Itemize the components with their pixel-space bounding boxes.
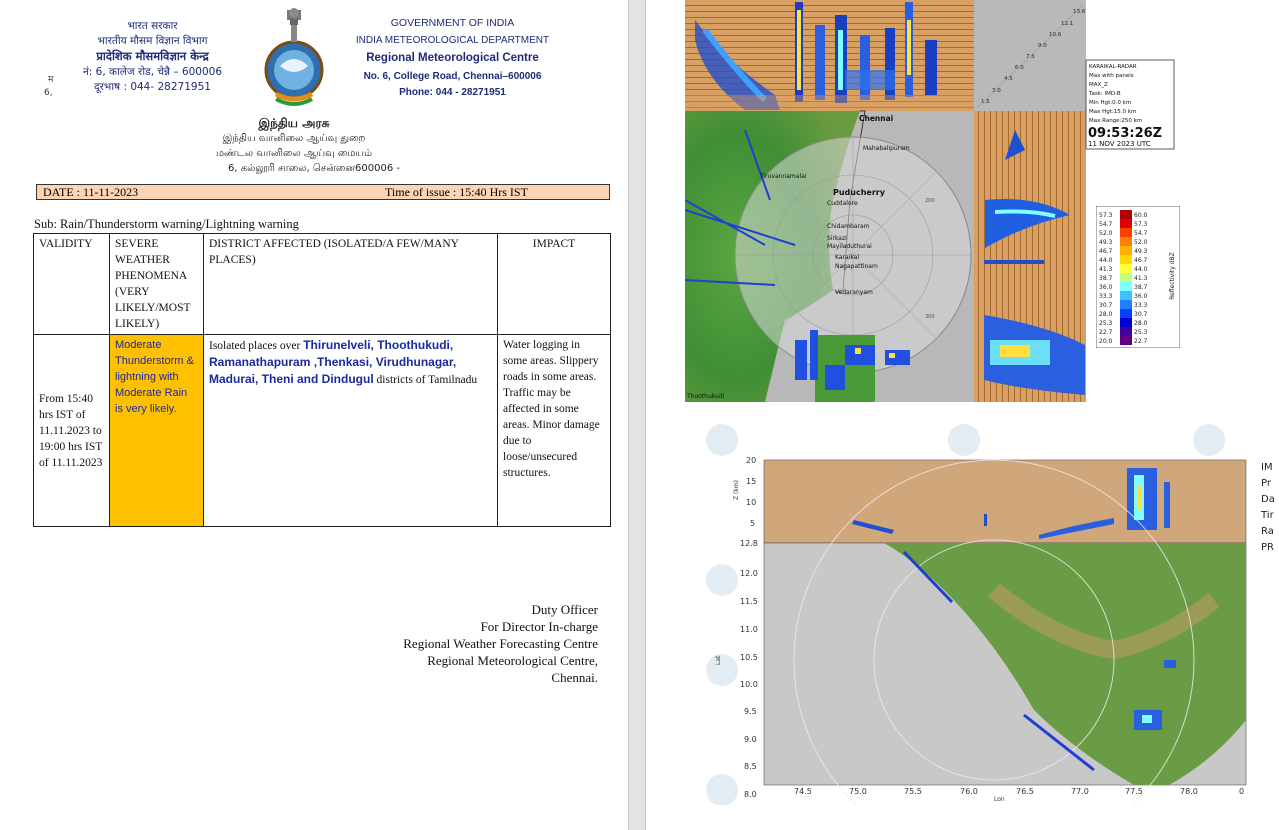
svg-text:Sirkazi: Sirkazi [827,235,847,242]
svg-text:Puducherry: Puducherry [833,188,885,197]
svg-text:PR: PR [1261,542,1274,553]
impact-cell: Water logging in some areas. Slippery roads in some areas. Traffic may be affected in some areas. Minor damage due to loose/unsecured structures. [498,335,611,527]
legend-swatch [1120,255,1132,264]
svg-text:12.1: 12.1 [1061,21,1074,27]
svg-text:IM: IM [1261,462,1273,473]
svg-text:Mahabalipuram: Mahabalipuram [863,145,910,152]
svg-text:Nagapattinam: Nagapattinam [835,263,878,270]
svg-text:Mayiladuthurai: Mayiladuthurai [827,243,872,250]
legend-label-left: 52.0 [1099,230,1113,237]
legend-swatch [1120,327,1132,336]
english-line-5: Phone: 044 - 28271951 [399,87,506,98]
legend-label-right: 38.7 [1134,284,1148,291]
legend-label-right: 60.0 [1134,212,1148,219]
district-names: Thirunelveli, Thoothukudi, Ramanathapuram ,Thenkasi, Virudhunagar, Madurai, Theni and Dindugul [209,338,457,386]
svg-text:MAX_Z: MAX_Z [1089,82,1108,88]
legend-label-right: 25.3 [1134,329,1148,336]
signature-line-1: Duty Officer [531,602,598,617]
subject-line: Sub: Rain/Thunderstorm warning/Lightning warning [34,217,299,231]
legend-label-left: 54.7 [1099,221,1113,228]
reflectivity-legend [1096,206,1180,348]
svg-text:Thoothukudi: Thoothukudi [687,393,725,400]
radar-title: KARAIKAL-RADAR [1089,64,1137,70]
svg-text:Task: IMD-B: Task: IMD-B [1089,91,1121,97]
svg-text:7.5: 7.5 [1026,54,1035,60]
svg-text:200: 200 [925,198,935,204]
table-row [34,335,611,527]
svg-text:Lon: Lon [994,796,1005,803]
legend-swatch [1120,309,1132,318]
header-validity: VALIDITY [34,234,110,335]
legend-label-left: 30.7 [1099,302,1113,309]
header-district: DISTRICT AFFECTED (ISOLATED/A FEW/MANY PLACES) [204,234,498,335]
legend-label-right: 52.0 [1134,239,1148,246]
hindi-line-2: भारतीय मौसम विज्ञान विभाग [97,35,208,47]
legend-swatch [1120,264,1132,273]
svg-text:11.5: 11.5 [740,597,758,606]
issue-date: DATE : 11-11-2023 [43,185,139,199]
legend-swatch [1120,318,1132,327]
hindi-line-1: भारत सरकार [127,20,178,32]
english-line-1: GOVERNMENT OF INDIA [390,17,515,29]
table-header-row [34,234,611,335]
hindi-line-5: दूरभाष : 044- 28271951 [94,81,211,93]
svg-text:Pr: Pr [1261,478,1271,489]
legend-label-left: 49.3 [1099,239,1113,246]
legend-label-right: 44.0 [1134,266,1148,273]
svg-text:74.5: 74.5 [794,787,812,796]
svg-text:6.0: 6.0 [1015,65,1024,71]
svg-text:20: 20 [746,456,757,465]
legend-label-left: 57.3 [1099,212,1113,219]
svg-text:10: 10 [746,498,757,507]
lat-lon-radar-plot [694,420,1279,805]
legend-label-left: 20.0 [1099,338,1113,345]
date-bar [36,184,610,200]
legend-label-right: 28.0 [1134,320,1148,327]
legend-label-left: 36.0 [1099,284,1113,291]
header-impact: IMPACT [498,234,611,335]
district-suffix: districts of Tamilnadu [373,374,478,386]
radar-images-page [646,0,1279,830]
signature-line-2: For Director In-charge [480,619,598,634]
svg-text:Lat: Lat [715,655,722,665]
svg-text:77.5: 77.5 [1125,787,1143,796]
tamil-line-4: 6, கல்லூரி சாலை, சென்னை600006 - [227,163,401,174]
svg-text:13.6: 13.6 [1073,9,1086,15]
svg-text:Da: Da [1261,494,1275,505]
legend-label-right: 49.3 [1134,248,1148,255]
signature-line-4: Regional Meteorological Centre, [427,653,598,668]
svg-text:9.0: 9.0 [1038,43,1047,49]
warning-table [33,233,611,527]
left-edge-fragment-2: 6, [44,88,53,98]
svg-text:75.0: 75.0 [849,787,867,796]
radar-date: 11 NOV 2023 UTC [1088,140,1151,148]
legend-label-left: 46.7 [1099,248,1113,255]
plot2-info-partial [1260,462,1275,553]
svg-text:9.5: 9.5 [744,707,757,716]
legend-swatch [1120,210,1132,219]
svg-text:Tiruvannamalai: Tiruvannamalai [760,173,807,180]
district-cell [204,335,498,527]
legend-label-right: 33.3 [1134,302,1148,309]
svg-text:12.0: 12.0 [740,569,758,578]
svg-text:11.0: 11.0 [740,625,758,634]
svg-text:Max Hgt:15.0 km: Max Hgt:15.0 km [1089,109,1137,115]
svg-text:Vedaranyam: Vedaranyam [835,289,873,296]
legend-label-left: 28.0 [1099,311,1113,318]
svg-text:8.5: 8.5 [744,762,757,771]
svg-text:Z (km): Z (km) [733,479,740,500]
z-axis [733,456,756,528]
tamil-line-3: மண்டல வானிலை ஆய்வு மையம் [215,148,372,159]
legend-swatch [1120,291,1132,300]
signature-line-3: Regional Weather Forecasting Centre [403,636,598,651]
district-prefix: Isolated places over [209,340,304,352]
svg-text:9.0: 9.0 [744,735,757,744]
left-edge-fragment-1: म [48,75,54,85]
legend-swatch [1120,246,1132,255]
svg-text:10.0: 10.0 [740,680,758,689]
svg-text:1.5: 1.5 [981,99,990,105]
svg-text:4.5: 4.5 [1004,76,1013,82]
svg-text:Chennai: Chennai [859,114,894,123]
lon-axis [794,787,1244,803]
svg-text:Chidambaram: Chidambaram [827,223,870,230]
svg-text:10.5: 10.5 [740,653,758,662]
svg-text:300: 300 [925,314,935,320]
svg-text:15: 15 [746,477,757,486]
svg-text:Karaikal: Karaikal [835,254,860,261]
svg-text:75.5: 75.5 [904,787,922,796]
tamil-line-1: இந்திய அரசு [258,116,330,130]
legend-label-right: 46.7 [1134,257,1148,264]
signature-block [403,601,598,686]
svg-text:76.0: 76.0 [960,787,978,796]
hindi-line-4: नं: 6, कालेज रोड, चेन्नै – 600006 [82,66,223,78]
signature-line-5: Chennai. [551,670,598,685]
hindi-line-3: प्रादेशिक मौसमविज्ञान केन्द्र [96,49,209,63]
legend-swatch [1120,219,1132,228]
svg-text:Min Hgt:0.0 km: Min Hgt:0.0 km [1089,100,1132,106]
svg-text:Ra: Ra [1261,526,1274,537]
tamil-line-2: இந்திய வானிலை ஆய்வு துறை [222,133,366,144]
emblem-logo [262,8,326,108]
svg-text:77.0: 77.0 [1071,787,1089,796]
page-gutter [628,0,646,830]
legend-label-right: 54.7 [1134,230,1148,237]
svg-text:12.8: 12.8 [740,539,758,548]
header-phenomena: SEVERE WEATHER PHENOMENA (VERY LIKELY/MOST LIKELY) [110,234,204,335]
svg-text:0: 0 [1239,787,1245,796]
legend-label-right: 30.7 [1134,311,1148,318]
svg-text:78.0: 78.0 [1180,787,1198,796]
svg-text:Max with panels: Max with panels [1089,73,1134,79]
legend-swatch [1120,336,1132,345]
legend-label-right: 57.3 [1134,221,1148,228]
english-line-2: INDIA METEOROLOGICAL DEPARTMENT [355,35,550,46]
legend-label-left: 25.3 [1099,320,1113,327]
legend-label-right: 41.3 [1134,275,1148,282]
svg-text:76.5: 76.5 [1016,787,1034,796]
legend-label-left: 33.3 [1099,293,1113,300]
legend-swatch [1120,273,1132,282]
legend-swatch [1120,300,1132,309]
issue-time: Time of issue : 15:40 Hrs IST [385,185,528,199]
svg-text:10.6: 10.6 [1049,32,1062,38]
svg-text:Max Range:250 km: Max Range:250 km [1089,118,1143,124]
legend-label-left: 44.0 [1099,257,1113,264]
warning-document-page [0,0,628,830]
phenomena-cell: Moderate Thunderstorm & lightning with Moderate Rain is very likely. [110,335,204,527]
svg-text:Tir: Tir [1261,510,1274,521]
legend-swatch [1120,282,1132,291]
legend-label-right: 22.7 [1134,338,1148,345]
radar-time: 09:53:26Z [1088,126,1163,141]
legend-label-left: 38.7 [1099,275,1113,282]
legend-swatch [1120,237,1132,246]
svg-text:Cuddalore: Cuddalore [827,200,858,207]
svg-text:3.0: 3.0 [992,88,1001,94]
height-panel [764,460,1246,543]
legend-label-left: 41.3 [1099,266,1113,273]
svg-text:5: 5 [750,519,756,528]
legend-label-left: 22.7 [1099,329,1113,336]
validity-cell: From 15:40 hrs IST of 11.11.2023 to 19:00 hrs IST of 11.11.2023 [34,335,110,527]
legend-swatch [1120,228,1132,237]
svg-text:8.0: 8.0 [744,790,757,799]
english-line-4: No. 6, College Road, Chennai–600006 [363,71,542,82]
legend-axis-label: Reflectivity dBZ [1169,252,1176,300]
legend-label-right: 36.0 [1134,293,1148,300]
english-line-3: Regional Meteorological Centre [366,52,539,64]
